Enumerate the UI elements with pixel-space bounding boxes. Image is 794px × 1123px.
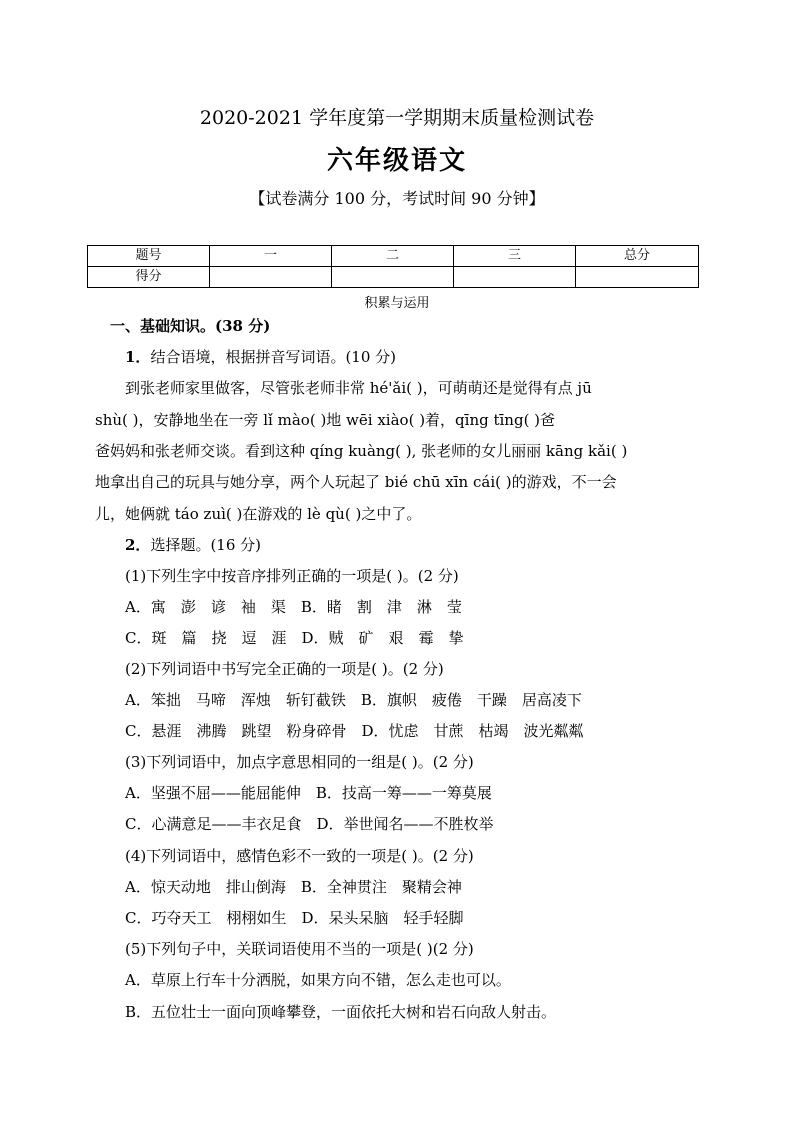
- score-blank-1[interactable]: [210, 267, 332, 288]
- q2-line-13: (5)下列句子中，关联词语使用不当的一项是( )(2 分): [125, 940, 474, 958]
- q2-line-7: (3)下列词语中，加点字意思相同的一组是( )。(2 分): [125, 753, 474, 771]
- q2-line-15: B．五位壮士一面向顶峰攀登，一面依托大树和岩石向敌人射击。: [125, 1003, 557, 1021]
- score-table-score-row: [88, 267, 699, 288]
- q2-heading: [125, 535, 261, 555]
- q1-text: 结合语境，根据拼音写词语。(10 分): [150, 348, 396, 366]
- q1-passage-line-1: 到张老师家里做客，尽管张老师非常 hé'ǎi( )，可萌萌还是觉得有点 jū: [125, 379, 592, 397]
- score-cell-part2: 二: [332, 246, 454, 267]
- q2-line-14: A．草原上行车十分洒脱，如果方向不错，怎么走也可以。: [125, 971, 511, 989]
- q2-line-10: (4)下列词语中，感情色彩不一致的一项是( )。(2 分): [125, 847, 474, 865]
- exam-title: 2020-2021 学年度第一学期期末质量检测试卷: [199, 107, 595, 129]
- score-blank-total[interactable]: [576, 267, 699, 288]
- part1-heading: 一、基础知识。(38 分): [110, 317, 271, 335]
- q2-line-9: C．心满意足——丰衣足食 D．举世闻名——不胜枚举: [125, 815, 494, 833]
- score-blank-2[interactable]: [332, 267, 454, 288]
- q2-line-8: A．坚强不屈——能屈能伸 B．技高一筹——一筹莫展: [125, 784, 492, 802]
- score-table-header-row: [88, 246, 699, 267]
- q2-line-6: C．悬涯 沸腾 跳望 粉身碎骨 D．忧虑 甘蔗 枯竭 波光粼粼: [125, 722, 584, 740]
- q1-passage-line-2: shù( )，安静地坐在一旁 lǐ mào( )地 wēi xiào( )着，qīng tīng( )爸: [95, 411, 556, 429]
- score-cell-part3: 三: [454, 246, 576, 267]
- exam-subject: 六年级语文: [326, 146, 467, 176]
- score-row-label: 得分: [88, 267, 210, 288]
- q2-line-2: A．寓 澎 谚 袖 渠 B．睹 割 津 淋 莹: [125, 598, 462, 616]
- q2-line-3: C．斑 篇 挠 逗 涯 D．贼 矿 艰 霉 挚: [125, 629, 464, 647]
- exam-note: 【试卷满分 100 分，考试时间 90 分钟】: [249, 189, 545, 208]
- q1-number: 1．: [125, 348, 151, 366]
- section-title: 积累与运用: [364, 296, 430, 311]
- q2-line-12: C．巧夺天工 栩栩如生 D．呆头呆脑 轻手轻脚: [125, 909, 464, 927]
- q2-text: 选择题。(16 分): [150, 536, 261, 554]
- score-cell-label: 题号: [88, 246, 210, 267]
- q1-passage-line-5: 儿，她俩就 táo zuì( )在游戏的 lè qù( )之中了。: [95, 505, 422, 523]
- q2-number: 2．: [125, 536, 151, 554]
- q2-line-11: A．惊天动地 排山倒海 B．全神贯注 聚精会神: [125, 878, 462, 896]
- q1-passage-line-3: 爸妈妈和张老师交谈。看到这种 qíng kuàng( ), 张老师的女儿丽丽 kāng kǎi( ): [95, 442, 628, 460]
- q2-line-4: (2)下列词语中书写完全正确的一项是( )。(2 分): [125, 660, 444, 678]
- q2-line-1: (1)下列生字中按音序排列正确的一项是( )。(2 分): [125, 567, 459, 585]
- score-table: [87, 245, 699, 288]
- q2-line-5: A．笨拙 马啼 浑烛 斩钉截铁 B．旗帜 疲倦 干躁 居高凌下: [125, 691, 582, 709]
- score-blank-3[interactable]: [454, 267, 576, 288]
- score-cell-total: 总分: [576, 246, 699, 267]
- score-cell-part1: 一: [210, 246, 332, 267]
- q1-passage-line-4: 地拿出自己的玩具与她分享，两个人玩起了 bié chū xīn cái( )的游戏，不一会: [95, 473, 617, 491]
- q1-heading: [125, 347, 396, 367]
